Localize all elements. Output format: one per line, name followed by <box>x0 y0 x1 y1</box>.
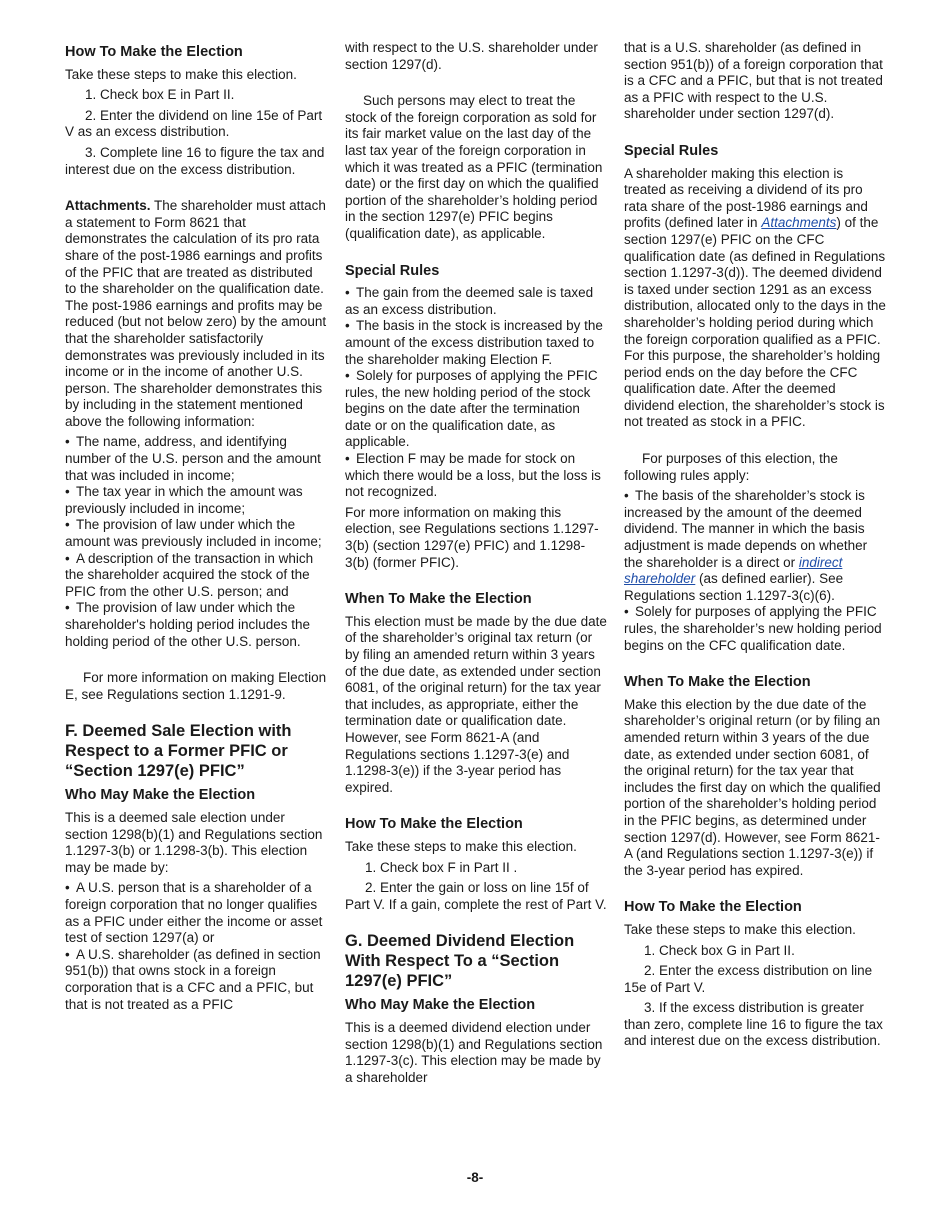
bullet-icon: • <box>345 368 350 384</box>
paragraph-who-may-make: This is a deemed sale election under section 1298(b)(1) and Regulations section 1.1297-3(b) or 1.1298-3(b). This election may be made by: <box>65 809 323 875</box>
list-item-text: The gain from the deemed sale is taxed as an excess distribution. <box>345 285 594 317</box>
list-item-text: A U.S. person that is a shareholder of a foreign corporation that no longer qualifies as a PFIC under either the income or asset test of section 1297(a) or <box>65 880 323 946</box>
paragraph-when: This election must be made by the due date of the shareholder’s original tax return (or by filing an amended return within 3 years of the due date, as extended under section 6081, of the original return) for the tax year that includes, as appropriate, either the termination date or qualification date. However, see Form 8621-A (and Regulations sections 1.1297-3(e) and 1.1298-3(e)) if the 3-year period has expired. <box>345 613 607 795</box>
paragraph-who-may-make: This is a deemed dividend election under section 1298(b)(1) and Regulations section 1.1297-3(c). This election may be made by a shareholder <box>345 1019 603 1085</box>
paragraph-more-info-election-f: For more information on making this election, see Regulations sections 1.1297-3(b) (section 1297(e) PFIC) and 1.1298-3(b) (former PFIC). <box>345 504 599 570</box>
list-item <box>345 451 607 501</box>
paragraph-continuation: with respect to the U.S. shareholder under section 1297(d). <box>345 40 598 72</box>
heading-when-to-make-election-f: When To Make the Election <box>345 591 532 608</box>
list-item <box>65 484 327 517</box>
list-item-text: A U.S. shareholder (as defined in section 951(b)) that owns stock in a foreign corporation that is a CFC and a PFIC, but that is not treated as a PFIC <box>65 946 321 1012</box>
bullet-icon: • <box>345 318 350 334</box>
list-item <box>65 551 327 601</box>
paragraph-take-steps: Take these steps to make this election. <box>624 921 856 937</box>
bullet-icon: • <box>65 434 70 450</box>
column-2 <box>345 40 607 1090</box>
page-number: -8- <box>466 1170 484 1185</box>
list-item <box>624 604 886 654</box>
heading-how-to-make-election-e: How To Make the Election <box>65 44 243 60</box>
list-item <box>345 318 607 368</box>
paragraph-more-info-election-e: For more information on making Election E, see Regulations section 1.1291-9. <box>65 670 327 702</box>
list-item-text: The basis of the shareholder’s stock is increased by the amount of the deemed dividend. The manner in which the basis adjustment is made depends on whether the shareholder is a direct or <box>624 488 868 570</box>
bullet-icon: • <box>65 484 70 500</box>
list-item <box>65 880 327 946</box>
paragraph-attachments <box>65 198 327 430</box>
step-3: 3. If the excess distribution is greater than zero, complete line 16 to figure the tax and interest due on the excess distribution. <box>624 1000 883 1049</box>
heading-election-g: G. Deemed Dividend Election With Respect To a “Section 1297(e) PFIC” <box>345 932 575 991</box>
paragraph-for-purposes: For purposes of this election, the following rules apply: <box>624 451 838 483</box>
paragraph-continuation: that is a U.S. shareholder (as defined in section 951(b)) of a foreign corporation that is a CFC and a PFIC, but that is not treated as a PFIC with respect to the U.S. shareholder under section 1297(d). <box>624 40 883 122</box>
step-2: 2. Enter the dividend on line 15e of Part V as an excess distribution. <box>65 107 323 140</box>
heading-election-f: F. Deemed Sale Election with Respect to a Former PFIC or “Section 1297(e) PFIC” <box>65 722 292 781</box>
bullet-icon: • <box>65 946 70 962</box>
text-span: A shareholder making this election is treated as receiving a dividend of its pro rata share of the post-1986 earnings and profits (defined later in <box>624 165 868 231</box>
list-item <box>624 488 886 604</box>
bullet-icon: • <box>624 488 629 504</box>
indirect-shareholder-link[interactable]: indirect shareholder <box>624 554 843 587</box>
list-item <box>65 434 327 484</box>
list-item-text: Election F may be made for stock on which there would be a loss, but the loss is not recognized. <box>345 451 601 500</box>
heading-special-rules-g: Special Rules <box>624 142 719 159</box>
bullet-icon: • <box>65 517 70 533</box>
column-1 <box>65 40 327 1013</box>
bullet-icon: • <box>345 285 350 301</box>
paragraph-such-persons: Such persons may elect to treat the stock of the foreign corporation as sold for its fair market value on the last day of the last tax year of the foreign corporation in which it was treated as a PFIC (termination date) or the first day on which the qualified portion of the shareholder’s holding period in the section 1297(e) PFIC begins (qualification date), as applicable. <box>345 93 603 241</box>
list-item <box>345 368 607 451</box>
column-3 <box>624 40 886 1054</box>
heading-how-to-make-election-f: How To Make the Election <box>345 816 523 833</box>
list-item-text: The name, address, and identifying number of the U.S. person and the amount that was included in income; <box>65 434 321 483</box>
list-item <box>65 947 327 1013</box>
step-3: 3. Complete line 16 to figure the tax and interest due on the excess distribution. <box>65 144 325 177</box>
list-item-text: The basis in the stock is increased by the amount of the excess distribution taxed to the shareholder making Election F. <box>345 318 603 367</box>
attachments-link[interactable]: Attachments <box>761 215 837 231</box>
heading-when-to-make-election-g: When To Make the Election <box>624 674 811 691</box>
bullet-icon: • <box>345 451 350 467</box>
heading-how-to-make-election-g: How To Make the Election <box>624 899 802 916</box>
list-item-text: The provision of law under which the shareholder's holding period includes the holding period of the other U.S. person. <box>65 600 310 649</box>
paragraph-when: Make this election by the due date of the shareholder’s original return (or by filing an amended return within 3 years of the due date, as extended under section 6081, of the original return) for the tax year that includes the first day on which the qualified portion of the shareholder’s holding period in the PFIC begins, as determined under section 1297(d). However, see Form 8621-A (and Regulations section 1.1297-3(e)) if the 3-year period has expired. <box>624 696 881 878</box>
text-span: ) of the section 1297(e) PFIC on the CFC qualification date (as defined in Regulations section 1.1297-3(d)). The deemed dividend is taxed under section 1291 as an excess distribution, allocated only to the days in the shareholder’s holding period during which the foreign corporation qualified as a PFIC. For this purpose, the shareholder’s holding period ends on the day before the CFC qualification date. After the deemed dividend election, the shareholder’s stock is not treated as stock in a PFIC. <box>624 215 886 430</box>
list-item <box>345 285 607 318</box>
list-item-text: Solely for purposes of applying the PFIC rules, the shareholder’s new holding period begins on the CFC qualification date. <box>624 604 882 653</box>
step-1: 1. Check box G in Part II. <box>644 942 795 958</box>
list-item-text: The provision of law under which the amount was previously included in income; <box>65 517 322 550</box>
bullet-icon: • <box>624 604 629 620</box>
step-1: 1. Check box E in Part II. <box>85 87 235 103</box>
attachments-text: The shareholder must attach a statement to Form 8621 that demonstrates the calculation of its pro rata share of the post-1986 earnings and profits of the PFIC that are treated as distributed to the shareholder on the qualification date. The post-1986 earnings and profits may be reduced (but not below zero) by the amount that the shareholder satisfactorily demonstrates was previously included in its income or in the income of another U.S. person. The shareholder demonstrates this by including in the statement mentioned above the following information: <box>65 198 327 429</box>
heading-special-rules-f: Special Rules <box>345 262 440 279</box>
step-2: 2. Enter the excess distribution on line 15e of Part V. <box>624 963 873 995</box>
list-item-text: Solely for purposes of applying the PFIC rules, the new holding period of the stock begins on the date after the termination date or on the qualification date, as applicable. <box>345 368 598 450</box>
heading-who-may-make-election-f: Who May Make the Election <box>65 787 256 804</box>
paragraph-take-steps: Take these steps to make this election. <box>345 838 577 854</box>
heading-who-may-make-election-g: Who May Make the Election <box>345 997 536 1014</box>
list-item-text: (as defined earlier). See Regulations section 1.1297-3(c)(6). <box>624 571 844 603</box>
step-1: 1. Check box F in Part II . <box>365 859 518 875</box>
list-item-text: A description of the transaction in which the shareholder acquired the stock of the PFIC from the other U.S. person; and <box>65 550 314 599</box>
list-item <box>65 600 327 650</box>
bullet-icon: • <box>65 600 70 616</box>
bullet-icon: • <box>65 880 70 896</box>
paragraph-special-rules <box>624 166 886 432</box>
list-item-text: The tax year in which the amount was previously included in income; <box>65 484 303 516</box>
step-2: 2. Enter the gain or loss on line 15f of Part V. If a gain, complete the rest of Part V. <box>345 880 607 912</box>
list-item <box>65 517 327 550</box>
paragraph-take-steps: Take these steps to make this election. <box>65 66 297 82</box>
attachments-lead: Attachments. <box>65 198 151 214</box>
bullet-icon: • <box>65 550 70 566</box>
